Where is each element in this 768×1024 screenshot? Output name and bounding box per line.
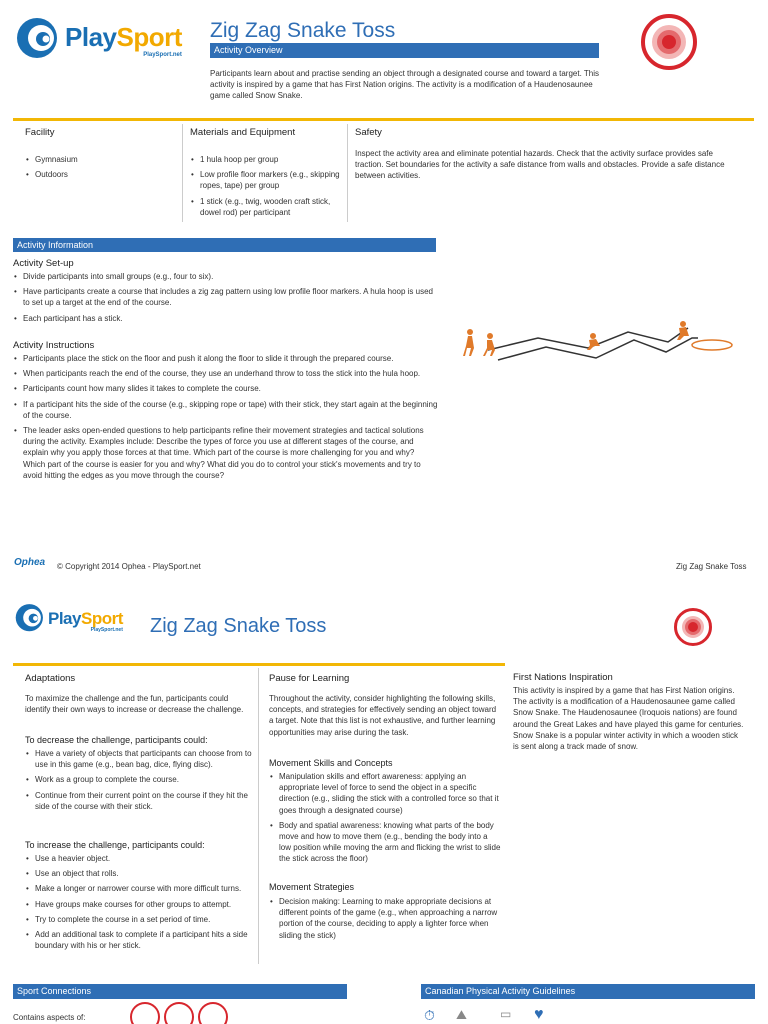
pause-heading: Pause for Learning bbox=[269, 673, 350, 684]
decrease-list bbox=[25, 748, 255, 816]
facility-list bbox=[25, 154, 175, 184]
instructions-heading: Activity Instructions bbox=[13, 340, 95, 351]
footer-title: Zig Zag Snake Toss bbox=[676, 562, 747, 571]
adaptations-intro: To maximize the challenge and the fun, participants could identify their own ways to increase or decrease the challenge. bbox=[25, 694, 244, 715]
handshake-icon: ▭ bbox=[500, 1007, 512, 1021]
activity-information-bar: Activity Information bbox=[13, 238, 436, 252]
playsport-swirl-icon bbox=[13, 600, 47, 634]
list-item: • Gymnasium bbox=[25, 154, 175, 165]
skills-list bbox=[269, 771, 501, 869]
decrease-heading: To decrease the challenge, participants could: bbox=[25, 735, 208, 745]
safety-heading: Safety bbox=[355, 127, 382, 138]
increase-list bbox=[25, 853, 255, 955]
list-item: • Work as a group to complete the course. bbox=[25, 774, 255, 785]
list-item: • If a participant hits the side of the course (e.g., skipping rope or tape) with their stick, they start again at the beginning of the course. bbox=[13, 399, 438, 421]
playsport-swirl-icon bbox=[13, 12, 63, 62]
list-item: • The leader asks open-ended questions to help participants refine their movement strategies and tactical solutions during the activity. Examples include: Describe the types of force you use at different stages of the course, and explain why you apply those forces at that time. Which part of the course is more challenging for you and why? Which part of the course is easier for you and why? What did you do to control your stick's movements and try to avoid hitting the edges as you move through the course? bbox=[13, 425, 438, 481]
list-item: • Add an additional task to complete if a participant hits a side boundary with his or her stick. bbox=[25, 929, 255, 951]
list-item: • 1 hula hoop per group bbox=[190, 154, 340, 165]
list-item: • Have groups make courses for other groups to attempt. bbox=[25, 899, 255, 910]
setup-list bbox=[13, 271, 438, 328]
list-item: • Body and spatial awareness: knowing what parts of the body move and how to move them (e.g., bending the body into a low position while moving the arm and flicking the wrist to slide the stick across the floor) bbox=[269, 820, 501, 865]
target-icon bbox=[641, 14, 697, 70]
increase-heading: To increase the challenge, participants could: bbox=[25, 840, 205, 850]
sport-connections-bar: Sport Connections bbox=[13, 984, 347, 999]
list-item: • Low profile floor markers (e.g., skipping ropes, tape) per group bbox=[190, 169, 340, 191]
page-title: Zig Zag Snake Toss bbox=[210, 19, 396, 42]
first-nations-text: This activity is inspired by a game that has First Nation origins. The activity is a modification of a Haudenosaunee game called Snow Snake. The Haudenosaunee (Iroquois nations) are found around the Great Lakes and have played this game for centuries. Snow Snake is a popular winter activity in which a wooden stick is sent along a track made of snow. bbox=[513, 686, 744, 751]
overview-text: Participants learn about and practise sending an object through a designated course and toward a target. This activity is inspired by a game that has First Nation origins. The activity is a modification of a Haudenosaunee game called Snow Snake. bbox=[210, 69, 599, 101]
zig-zag-course-illustration bbox=[458, 310, 748, 370]
logo-sub: PlaySport.net bbox=[143, 52, 182, 58]
setup-heading: Activity Set-up bbox=[13, 258, 74, 269]
logo-sub: PlaySport.net bbox=[90, 627, 123, 633]
activity-overview-bar: Activity Overview bbox=[210, 43, 599, 58]
list-item: • Make a longer or narrower course with more difficult turns. bbox=[25, 883, 255, 894]
sport-icons bbox=[130, 1002, 230, 1024]
pause-intro: Throughout the activity, consider highlighting the following skills, concepts, and strategies for effectively sending an object toward a target. Note that this list is not exhaustive, and further learning opportunities may arise during the task. bbox=[269, 694, 497, 737]
instructions-list bbox=[13, 353, 438, 485]
heart-icon: ♥ bbox=[534, 1006, 544, 1023]
ophea-logo[interactable] bbox=[14, 556, 54, 572]
stopwatch-icon: ⏱ bbox=[424, 1007, 435, 1023]
curling-icon bbox=[164, 1002, 194, 1024]
list-item: • Participants place the stick on the floor and push it along the floor to slide it through the prepared course. bbox=[13, 353, 438, 364]
ophea-brand: Ophea bbox=[14, 557, 46, 568]
copyright-text: © Copyright 2014 Ophea - PlaySport.net bbox=[57, 562, 201, 571]
playsport-logo[interactable] bbox=[13, 12, 198, 64]
list-item: • Continue from their current point on the course if they hit the side of the course with their stick. bbox=[25, 790, 255, 812]
materials-heading: Materials and Equipment bbox=[190, 127, 296, 138]
page-title: Zig Zag Snake Toss bbox=[150, 615, 327, 637]
safety-text: Inspect the activity area and eliminate potential hazards. Check that the activity surface provides safe traction. Set boundaries for the activity a safe distance from walls and obstacles. Provide a safe distance between activities. bbox=[355, 149, 725, 181]
mountain-icon: ⛰ bbox=[456, 1007, 467, 1022]
list-item: • Each participant has a stick. bbox=[13, 313, 438, 324]
contains-aspects-label: Contains aspects of: bbox=[13, 1013, 86, 1022]
list-item: • Have a variety of objects that participants can choose from to use in this game (e.g., bean bag, dice, flying disc). bbox=[25, 748, 255, 770]
skills-heading: Movement Skills and Concepts bbox=[269, 758, 393, 768]
logo-play: Play bbox=[65, 22, 117, 52]
guidelines-bar: Canadian Physical Activity Guidelines bbox=[421, 984, 755, 999]
first-nations-heading: First Nations Inspiration bbox=[513, 672, 613, 683]
list-item: • Participants count how many slides it takes to complete the course. bbox=[13, 383, 438, 394]
adaptations-heading: Adaptations bbox=[25, 673, 76, 684]
list-item: • Outdoors bbox=[25, 169, 175, 180]
logo-sport: Sport bbox=[80, 609, 123, 628]
list-item: • Manipulation skills and effort awareness: applying an appropriate level of force to send the object in a specific direction (e.g., sliding the stick with a controlled force so that it goes through a designated course) bbox=[269, 771, 501, 816]
list-item: • Divide participants into small groups (e.g., four to six). bbox=[13, 271, 438, 282]
logo-sport: Sport bbox=[116, 22, 182, 52]
list-item: • Use a heavier object. bbox=[25, 853, 255, 864]
list-item: • Try to complete the course in a set period of time. bbox=[25, 914, 255, 925]
list-item: • Have participants create a course that includes a zig zag pattern using low profile floor markers. A hula hoop is used to set up a target at the end of the course. bbox=[13, 286, 438, 308]
bowling-icon bbox=[198, 1002, 228, 1024]
hockey-icon bbox=[130, 1002, 160, 1024]
playsport-logo[interactable] bbox=[13, 600, 138, 640]
list-item: • Decision making: Learning to make appropriate decisions at different points of the game (e.g., when approaching a narrow portion of the course, deciding to apply a lighter force when sliding the stick) bbox=[269, 896, 501, 941]
materials-list bbox=[190, 154, 340, 222]
target-icon bbox=[674, 608, 712, 646]
list-item: • Use an object that rolls. bbox=[25, 868, 255, 879]
strategies-list bbox=[269, 896, 501, 945]
strategies-heading: Movement Strategies bbox=[269, 882, 355, 892]
logo-play: Play bbox=[48, 609, 81, 628]
guidelines-icons bbox=[424, 1006, 564, 1024]
list-item: • 1 stick (e.g., twig, wooden craft stick, dowel rod) per participant bbox=[190, 196, 340, 218]
list-item: • When participants reach the end of the course, they use an underhand throw to toss the stick into the hula hoop. bbox=[13, 368, 438, 379]
facility-heading: Facility bbox=[25, 127, 55, 138]
